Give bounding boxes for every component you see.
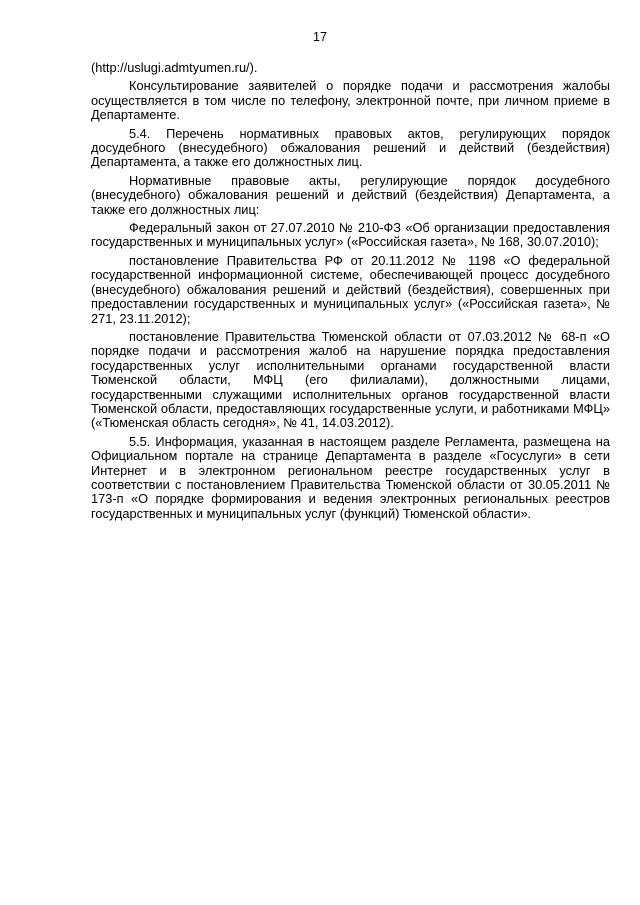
paragraph-section-5-4: 5.4. Перечень нормативных правовых актов, регулирующих порядок досудебного (внесудебного) обжалования решений и действий (бездействия) Департамента, а также его должностных лиц. bbox=[91, 125, 610, 170]
paragraph-url: (http://uslugi.admtyumen.ru/). bbox=[91, 60, 258, 75]
paragraph-normative-acts: Нормативные правовые акты, регулирующие порядок досудебного (внесудебного) обжалования решений и действий (бездействия) Департамента, а также его должностных лиц: bbox=[91, 172, 610, 217]
paragraph-tyumen-government-resolution: постановление Правительства Тюменской области от 07.03.2012 № 68-п «О порядке подачи и рассмотрения жалоб на нарушение порядка предоставления государственных услуг исполнительными органами государственной власти Тюменской области, МФЦ (его филиалами), должностными лицами, государственными служащими исполнительных органов государственной власти Тюменской области, предоставляющих государственные услуги, и работниками МФЦ» («Тюменская область сегодня», № 41, 14.03.2012). bbox=[91, 328, 610, 431]
paragraph-federal-law: Федеральный закон от 27.07.2010 № 210-ФЗ «Об организации предоставления государственных и муниципальных услуг» («Российская газета», № 168, 30.07.2010); bbox=[91, 220, 610, 250]
document-body bbox=[91, 61, 610, 525]
page-number: 17 bbox=[313, 30, 327, 44]
paragraph-consultation: Консультирование заявителей о порядке подачи и рассмотрения жалобы осуществляется в том числе по телефону, электронной почте, при личном приеме в Департаменте. bbox=[91, 78, 610, 123]
paragraph-section-5-5: 5.5. Информация, указанная в настоящем разделе Регламента, размещена на Официальном портале на странице Департамента в разделе «Госуслуги» в сети Интернет и в электронном региональном реестре государственных услуг в соответствии с постановлением Правительства Тюменской области от 30.05.2011 № 173-п «О порядке формирования и ведения электронных региональных реестров государственных и муниципальных услуг (функций) Тюменской области». bbox=[91, 433, 610, 521]
paragraph-rf-government-resolution: постановление Правительства РФ от 20.11.2012 № 1198 «О федеральной государственной информационной системе, обеспечивающей процесс досудебного (внесудебного) обжалования решений и действий (бездействия), совершенных при предоставлении государственных и муниципальных услуг» («Российская газета», № 271, 23.11.2012); bbox=[91, 252, 610, 326]
